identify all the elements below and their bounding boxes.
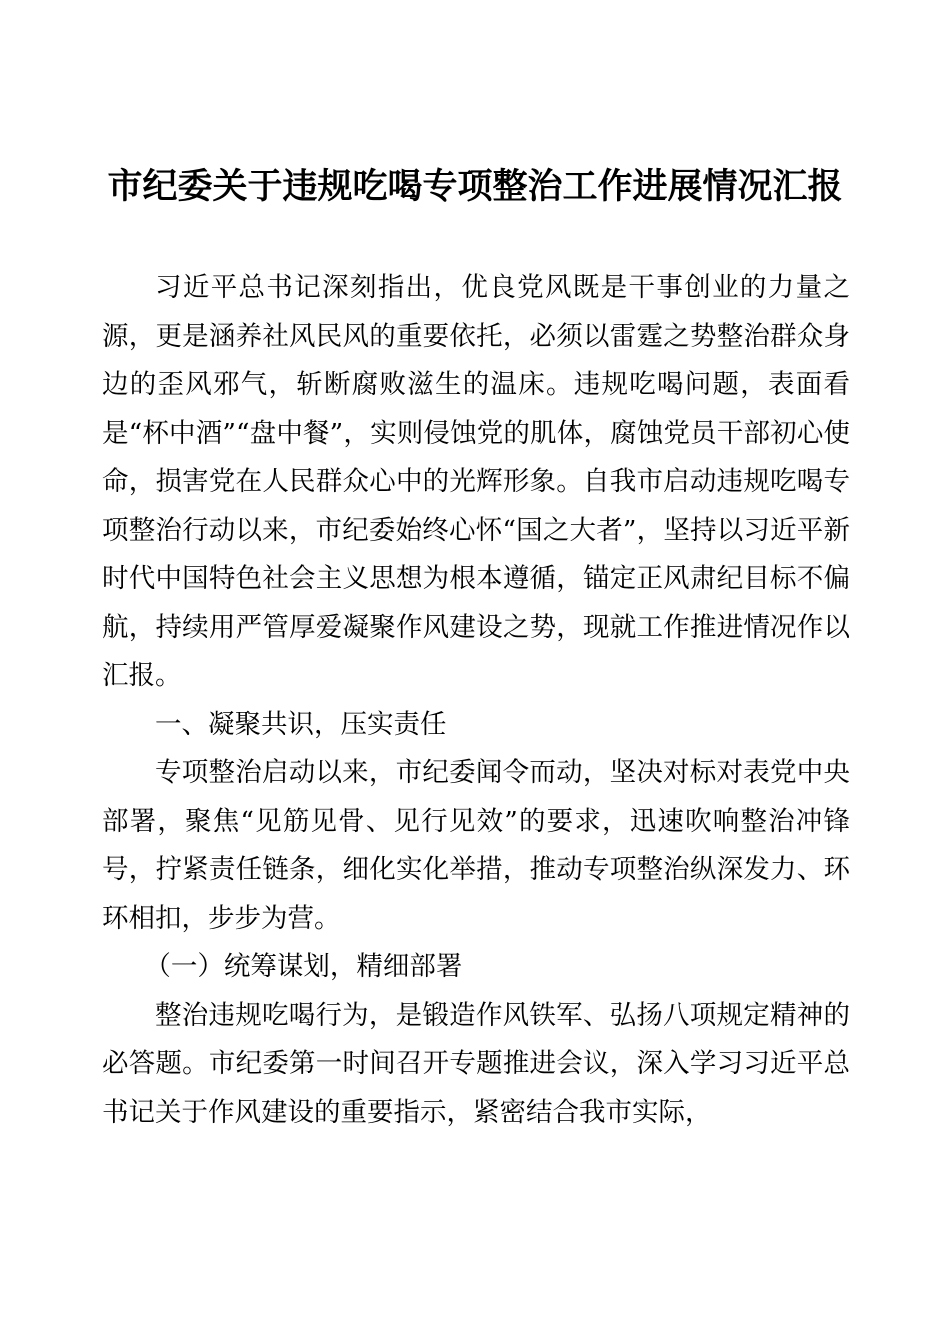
document-body — [102, 264, 850, 1137]
paragraph-section-one: 专项整治启动以来，市纪委闻令而动，坚决对标对表党中央部署，聚焦“见筋见骨、见行见效”的要求，迅速吹响整治冲锋号，拧紧责任链条，细化实化举措，推动专项整治纵深发力、环环相扣，步步为营。 — [102, 757, 850, 934]
paragraph-intro: 习近平总书记深刻指出，优良党风既是干事创业的力量之源，更是涵养社风民风的重要依托，必须以雷霆之势整治群众身边的歪风邪气，斩断腐败滋生的温床。违规吃喝问题，表面看是“杯中酒”“盘中餐”，实则侵蚀党的肌体，腐蚀党员干部初心使命，损害党在人民群众心中的光辉形象。自我市启动违规吃喝专项整治行动以来，市纪委始终心怀“国之大者”，坚持以习近平新时代中国特色社会主义思想为根本遵循，锚定正风肃纪目标不偏航，持续用严管厚爱凝聚作风建设之势，现就工作推进情况作以汇报。 — [102, 272, 850, 691]
section-heading: 一、凝聚共识，压实责任 — [155, 708, 447, 740]
subsection-heading: （一）统筹谋划，精细部署 — [144, 951, 463, 982]
paragraph-subsection-one: 整治违规吃喝行为，是锻造作风铁军、弘扬八项规定精神的必答题。市纪委第一时间召开专题推进会议，深入学习习近平总书记关于作风建设的重要指示，紧密结合我市实际， — [102, 999, 850, 1128]
document-title: 市纪委关于违规吃喝专项整治工作进展情况汇报 — [107, 166, 843, 207]
